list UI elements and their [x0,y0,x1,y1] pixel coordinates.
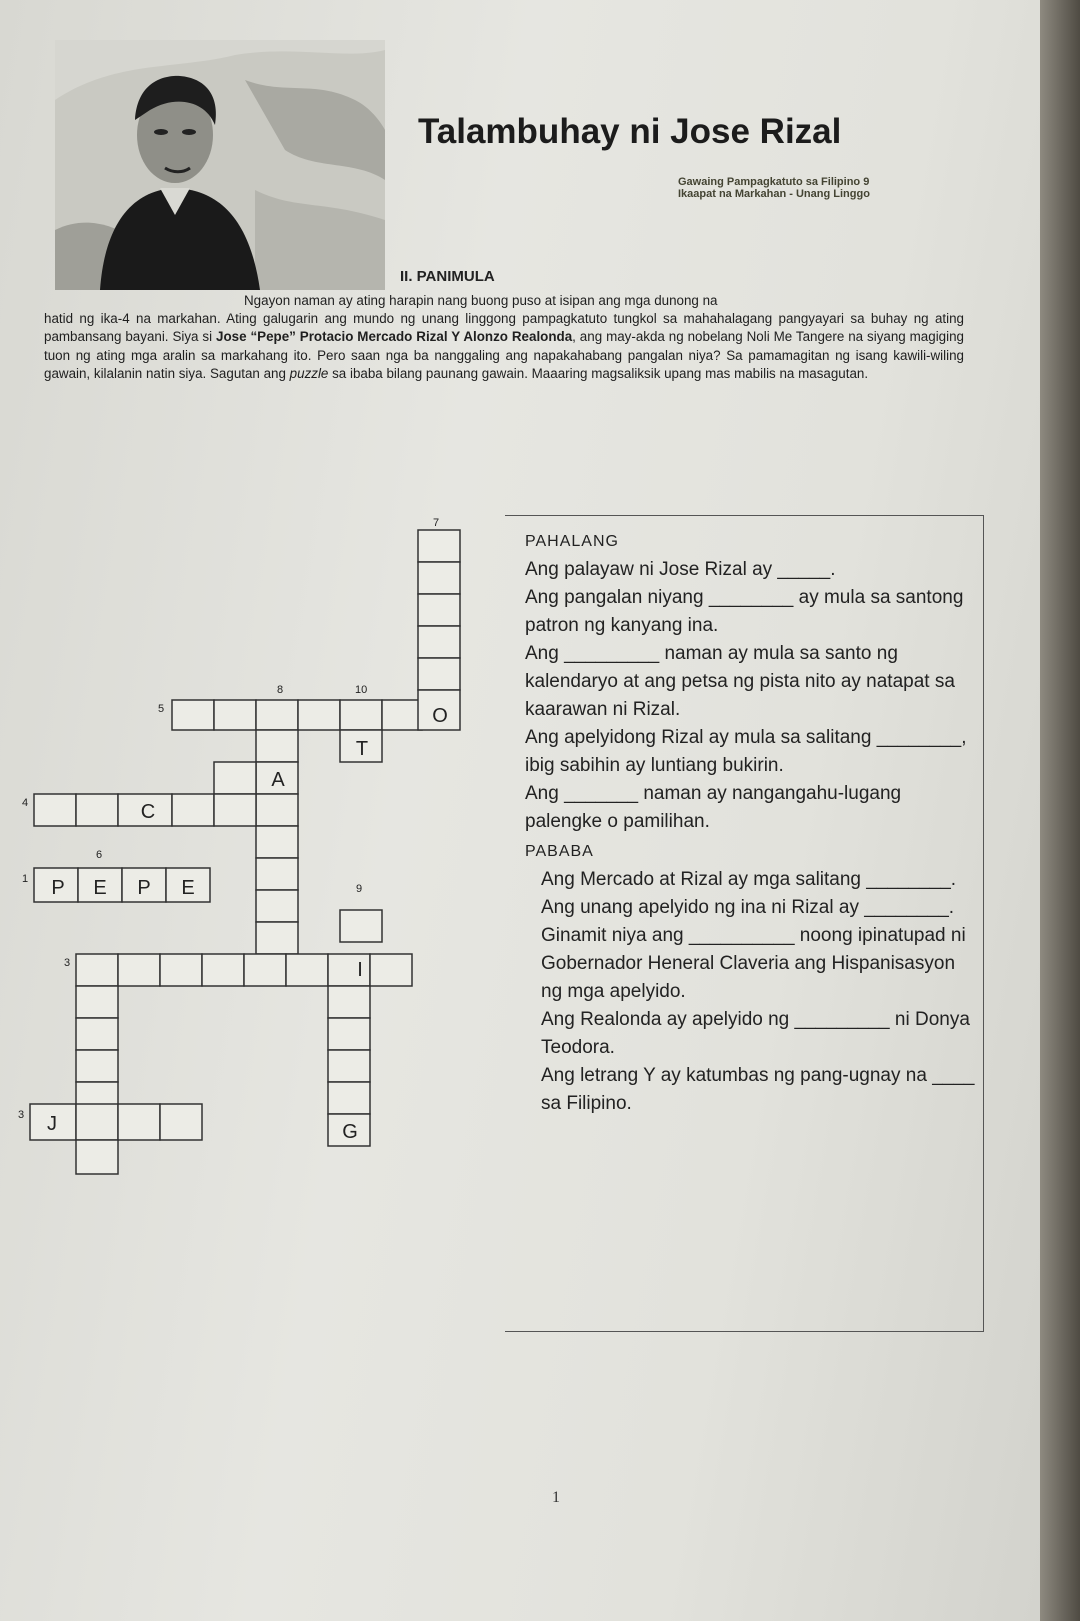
intro-body-3: sa ibaba bilang paunang gawain. Maaaring magsaliksik upang mas mabilis na masagutan. [328,365,869,381]
crossword-cell[interactable] [328,1082,370,1114]
crossword-cell[interactable] [160,954,202,986]
crossword-cell[interactable] [418,626,460,658]
letter-j: J [47,1113,57,1135]
letter-p2: P [137,877,151,899]
pababa-clue: Ginamit niya ang __________ noong ipinatupad ni Gobernador Heneral Claveria ang Hispanisasyon ng mga apelyido. [541,925,966,1002]
clue-number-9: 9 [356,883,363,895]
crossword-cell[interactable] [76,1050,118,1082]
clue-number-7: 7 [433,517,440,529]
page-number: 1 [552,1489,560,1506]
crossword-cell[interactable] [256,826,298,858]
crossword-cell[interactable] [214,762,256,794]
section-heading: II. PANIMULA [400,268,495,285]
letter-i: I [357,959,363,981]
crossword-cell[interactable] [382,700,422,730]
clues-box [505,515,984,1332]
pababa-heading: PABABA [525,843,594,860]
crossword-cell[interactable] [256,794,298,826]
crossword-cell[interactable] [328,986,370,1018]
pahalang-clue: Ang _______ naman ay nangangahu-lugang palengke o pamilihan. [525,783,902,832]
crossword-puzzle [0,500,500,1260]
crossword-cell[interactable] [76,1104,118,1140]
crossword-cell[interactable] [286,954,328,986]
intro-lead: Ngayon naman ay ating harapin nang buong puso at isipan ang mga dunong na [244,293,718,308]
crossword-cell[interactable] [118,1104,160,1140]
letter-t: T [355,738,369,760]
letter-o: O [432,705,448,727]
clue-number-5: 5 [158,703,165,715]
crossword-cell[interactable] [76,954,118,986]
crossword-cell[interactable] [328,1018,370,1050]
pababa-clue: Ang Mercado at Rizal ay mga salitang ________. [541,869,957,890]
crossword-cell[interactable] [328,1050,370,1082]
subtitle-line-2: Ikaapat na Markahan - Unang Linggo [678,188,870,200]
letter-e1: E [93,877,107,899]
crossword-cell[interactable] [298,700,340,730]
crossword-cell[interactable] [214,700,256,730]
clue-number-4: 4 [22,797,29,809]
rizal-portrait [55,40,385,290]
intro-body-1: hatid ng ika-4 na markahan. Ating galugarin ang mundo ng unang linggong pampagkatuto tungkol sa mahahalagang pangyayari sa buhay ng ating pambansang bayani. Siya si [44,311,964,345]
intro-body-2: , ang may-akda ng nobelang Noli Me Tangere na siyang magiging tuon ng ating mga aralin sa markahang ito. Pero saan nga ba nanggaling ang napakahabang pangalan niya? Sa pamamagitan ng isang kawili-wiling gawain, kilalanin natin siya. Sagutan ang [44,329,964,381]
crossword-cell[interactable] [76,1018,118,1050]
crossword-cell[interactable] [160,1104,202,1140]
page-subtitle [678,176,870,200]
crossword-cell[interactable] [418,658,460,690]
crossword-cell[interactable] [202,954,244,986]
crossword-cell[interactable] [76,986,118,1018]
crossword-cell[interactable] [256,730,298,762]
letter-g: G [342,1121,358,1143]
crossword-cell[interactable] [34,794,76,826]
pahalang-clue: Ang palayaw ni Jose Rizal ay _____. [525,559,836,580]
crossword-cell[interactable] [214,794,256,826]
crossword-cell[interactable] [244,954,286,986]
crossword-cell[interactable] [256,922,298,954]
crossword-cell[interactable] [76,1140,118,1174]
page-edge-shadow [1040,0,1080,1621]
crossword-cell[interactable] [340,910,382,942]
crossword-cell[interactable] [418,530,460,562]
pahalang-clue: Ang pangalan niyang ________ ay mula sa santong patron ng kanyang ina. [525,587,964,636]
crossword-cell[interactable] [172,700,214,730]
pababa-clue: Ang Realonda ay apelyido ng _________ ni Donya Teodora. [541,1009,970,1058]
letter-e2: E [181,877,195,899]
letter-a: A [271,769,285,791]
clue-number-1: 1 [22,873,29,885]
pababa-clue: Ang unang apelyido ng ina ni Rizal ay ________. [541,897,955,918]
crossword-cell[interactable] [76,794,118,826]
crossword-cell[interactable] [256,700,298,730]
clue-number-3b: 3 [18,1109,25,1121]
clue-number-6: 6 [96,849,103,861]
subtitle-line-1: Gawaing Pampagkatuto sa Filipino 9 [678,176,870,188]
clue-number-10: 10 [355,684,368,696]
crossword-cell[interactable] [370,954,412,986]
crossword-cell[interactable] [328,954,370,986]
pahalang-clue: Ang apelyidong Rizal ay mula sa salitang ________, ibig sabihin ay luntiang bukirin. [525,727,967,776]
crossword-cell[interactable] [118,954,160,986]
pahalang-heading: PAHALANG [525,533,619,550]
letter-c: C [140,801,156,823]
intro-paragraph [44,292,964,383]
pababa-clue: Ang letrang Y ay katumbas ng pang-ugnay na ____ sa Filipino. [541,1065,975,1114]
clue-number-3: 3 [64,957,71,969]
crossword-cell[interactable] [256,858,298,890]
crossword-cell[interactable] [418,594,460,626]
crossword-cell[interactable] [418,562,460,594]
clue-number-8: 8 [277,684,284,696]
intro-full-name: Jose “Pepe” Protacio Mercado Rizal Y Alonzo Realonda [216,329,573,345]
pahalang-clue: Ang _________ naman ay mula sa santo ng kalendaryo at ang petsa ng pista nito ay natapat sa kaarawan ni Rizal. [525,643,955,720]
crossword-cell[interactable] [172,794,214,826]
crossword-cell[interactable] [340,700,382,730]
crossword-cell[interactable] [256,890,298,922]
letter-p1: P [51,877,65,899]
page-title: Talambuhay ni Jose Rizal [418,112,842,151]
intro-puzzle-word: puzzle [289,365,329,381]
clues-list [525,526,980,1118]
